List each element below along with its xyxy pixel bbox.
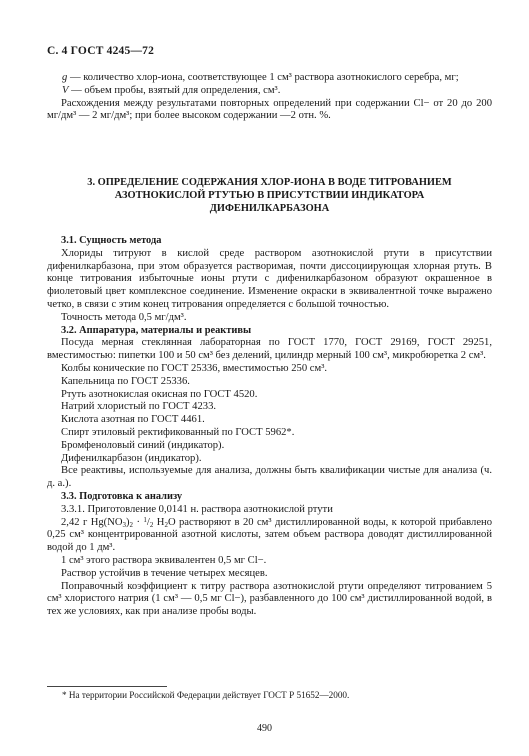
prep-sub: 2 (129, 520, 134, 529)
prep-sub: 2 (149, 520, 154, 529)
section-3-title (47, 177, 492, 215)
heading-3-3-1: 3.3.1. Приготовление 0,0141 н. раствора азотнокислой ртути (61, 503, 333, 515)
repeatability-paragraph: Расхождения между результатами повторных определений при содержании Cl− от 20 до 200 мг/дм³ — 2 мг/дм³; при более высоком содержании —2 отн. %. (47, 97, 492, 122)
footnote-divider (47, 686, 167, 687)
equipment-item: Кислота азотная по ГОСТ 4461. (61, 414, 205, 426)
equipment-item: Посуда мерная стеклянная лабораторная по ГОСТ 1770, ГОСТ 29169, ГОСТ 29251, вместимостью: пипетки 100 и 50 см³ без делений, цилиндр мерный 100 см³, микробюретка 2 см³. (47, 337, 492, 362)
prep-text: / (146, 516, 150, 528)
preparation-paragraph (47, 517, 492, 555)
equipment-item: Спирт этиловый ректификованный по ГОСТ 5962*. (61, 426, 295, 438)
prep-text: 2,42 г Hg(NO (61, 516, 123, 528)
definitions-block (47, 72, 492, 123)
method-principle: Хлориды титруют в кислой среде раствором азотнокислой ртути в присутствии дифенилкарбазона, при этом образуется растворимая, почти диссоциирующая хлорная ртуть. В конце титрования избыточные ионы ртути с дифенилкарбазоном образуют окрашенное в фиолетовый цвет комплексное соединение. Изменение окраски в эквивалентной точке выражено четко, в связи с этим конец титрования определяется с большой точностью. (47, 247, 492, 310)
definition-g-text: — количество хлор-иона, соответствующее 1 см³ раствора азотнокислого серебра, мг; (69, 72, 459, 83)
definition-v (47, 85, 492, 98)
equipment-item: Бромфеноловый синий (индикатор). (61, 439, 225, 451)
equipment-item: Ртуть азотнокислая окисная по ГОСТ 4520. (61, 388, 258, 400)
equipment-item: Колбы конические по ГОСТ 25336, вместимостью 250 см³. (61, 362, 328, 374)
prep-sup: 1 (143, 515, 147, 524)
equipment-item: Дифенилкарбазон (индикатор). (61, 452, 202, 464)
prep-sub: 2 (164, 520, 168, 529)
heading-3-1: 3.1. Сущность метода (61, 235, 162, 246)
equipment-item: Капельница по ГОСТ 25336. (61, 375, 190, 387)
equivalence-note: 1 см³ этого раствора эквивалентен 0,5 мг Cl−. (61, 554, 267, 566)
section-3-body (47, 235, 492, 619)
reagents-quality: Все реактивы, используемые для анализа, должны быть квалификации чистые для анализа (ч. д. а.). (47, 465, 492, 490)
method-accuracy: Точность метода 0,5 мг/дм³. (61, 311, 187, 323)
section-title-line-2: АЗОТНОКИСЛОЙ РТУТЬЮ В ПРИСУТСТВИИ ИНДИКАТОРА (114, 189, 425, 201)
section-title-line-3: ДИФЕНИЛКАРБАЗОНА (209, 202, 330, 214)
heading-3-3: 3.3. Подготовка к анализу (61, 490, 183, 502)
definition-g (47, 72, 492, 85)
symbol-v: V (62, 84, 69, 96)
section-title-line-1: 3. ОПРЕДЕЛЕНИЕ СОДЕРЖАНИЯ ХЛОР-ИОНА В ВОДЕ ТИТРОВАНИЕМ (87, 177, 452, 188)
symbol-g: g (62, 72, 68, 83)
prep-text: ) (126, 516, 130, 528)
page-number: 490 (257, 723, 272, 734)
prep-sub: 3 (122, 520, 126, 529)
correction-factor-paragraph: Поправочный коэффициент к титру раствора азотнокислой ртути определяют титрованием 5 см³ хлористого натрия (1 см³ — 0,5 мг Cl−), разбавленного до 100 см³ дистиллированной водой, в тех же условиях, как при анализе пробы воды. (47, 580, 492, 618)
definition-v-text: — объем пробы, взятый для определения, см³. (71, 84, 281, 96)
prep-text: H (153, 516, 165, 528)
page-header: С. 4 ГОСТ 4245—72 (47, 45, 155, 57)
equipment-item: Натрий хлористый по ГОСТ 4233. (61, 401, 217, 413)
prep-text: O растворяют в 20 см³ дистиллированной воды, к которой прибавлено 0,25 см³ концентрированной азотной кислоты, затем объем раствора доводят дистиллированной водой до 1 дм³. (47, 516, 492, 554)
prep-text: · (133, 516, 144, 528)
heading-3-2: 3.2. Аппаратура, материалы и реактивы (61, 324, 252, 336)
stability-note: Раствор устойчив в течение четырех месяцев. (61, 567, 268, 579)
footnote: * На территории Российской Федерации действует ГОСТ Р 51652—2000. (62, 690, 350, 700)
